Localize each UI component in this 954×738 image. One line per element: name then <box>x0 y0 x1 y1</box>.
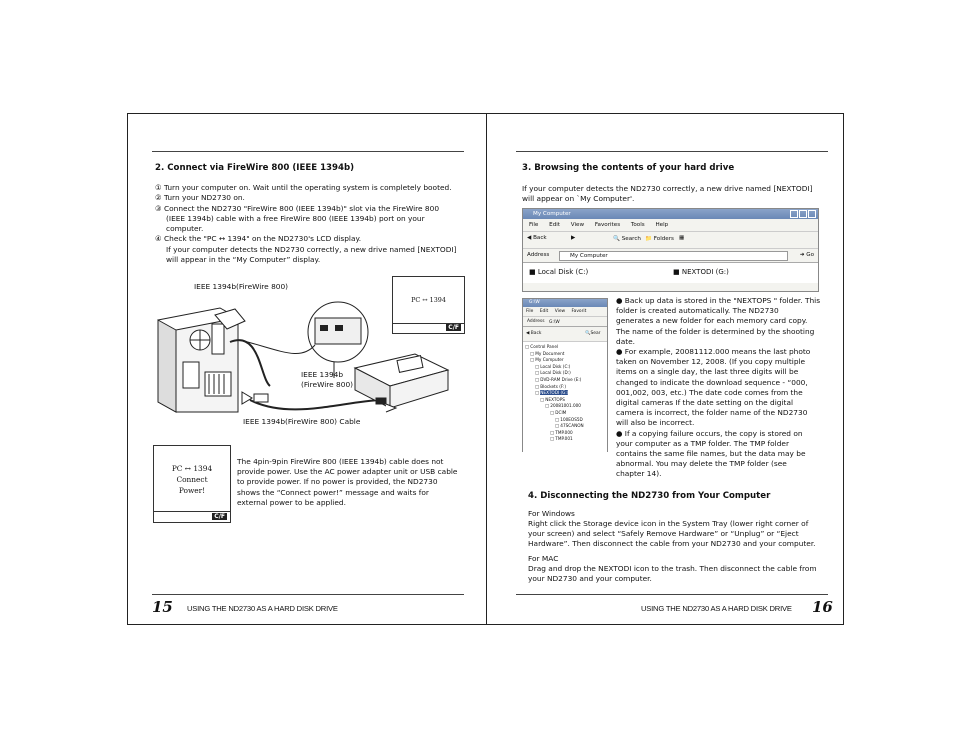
compact-flash-icon: C/F <box>448 324 459 331</box>
tree-item[interactable]: □ 20081001.000 <box>545 403 581 409</box>
step-line: will appear in the “My Computer” display. <box>166 255 321 265</box>
views-icon[interactable]: ▦ <box>679 235 685 241</box>
close-button[interactable] <box>808 210 816 218</box>
left-steps <box>155 183 475 265</box>
bullet-line: The name of the folder is determined by the shooting <box>616 326 815 336</box>
step-line: ① Turn your computer on. Wait until the operating system is completely booted. <box>155 183 452 192</box>
tree-label: DVD-RAM Drive (E:) <box>540 376 582 382</box>
explorer-address-bar <box>523 317 607 327</box>
address-bar <box>523 249 818 263</box>
window-title-bar <box>523 209 818 219</box>
tree-item[interactable]: □ My Document <box>530 350 565 356</box>
drive-c-label: Local Disk (C:) <box>537 268 589 276</box>
back-button[interactable]: ◀ Back <box>527 235 547 241</box>
tree-item[interactable]: □ DCIM <box>550 409 567 415</box>
tree-label: My Document <box>535 350 565 356</box>
go-button[interactable]: ➜ Go <box>799 252 814 258</box>
windows-line: Hardware”. Then disconnect the cable from your ND2730 and your computer. <box>528 539 816 549</box>
windows-line: Right click the Storage device icon in the System Tray (lower right corner of <box>528 519 809 528</box>
window-title: My Computer <box>533 211 571 217</box>
explorer-address-label: Address <box>527 319 545 324</box>
step-line: (IEEE 1394b) cable with a free FireWire 800 (IEEE 1394b) port on your <box>166 213 425 223</box>
diagram-label-mid-2: (FireWire 800) <box>301 380 354 389</box>
tree-label: My Computer <box>535 357 564 363</box>
window-body <box>523 263 818 283</box>
go-label: Go <box>806 252 814 258</box>
lcd-line-3: Power! <box>178 486 206 495</box>
bullet-line: date. <box>616 336 636 346</box>
left-top-rule <box>152 151 464 152</box>
address-input[interactable]: My Computer <box>559 251 788 261</box>
forward-icon[interactable]: ▶ <box>571 235 576 241</box>
bullet-line: folder is created automatically. The ND2730 <box>616 306 779 316</box>
backup-bullets <box>616 296 826 480</box>
bullet-line: ● If a copying failure occurs, the copy is stored on <box>616 428 803 438</box>
my-computer-window <box>522 208 819 292</box>
minimize-button[interactable] <box>790 210 798 218</box>
tree-label: DCIM <box>555 409 567 415</box>
lcd-preview-small <box>392 276 465 334</box>
folder-tree <box>523 342 607 452</box>
tree-label: NEXTOPS <box>545 396 565 402</box>
menu-help[interactable]: Help <box>655 222 669 228</box>
search-label: Search <box>621 236 641 242</box>
mac-line: your ND2730 and your computer. <box>528 574 652 584</box>
disconnect-heading: 4. Disconnecting the ND2730 from Your Computer <box>528 491 771 501</box>
note-line: to provide power. If no power is provided, the ND2730 <box>237 477 438 487</box>
tree-label: NEXTODI (G:) <box>540 390 569 396</box>
explorer-address-input[interactable]: G:\W <box>549 320 560 325</box>
page-divider <box>486 113 487 625</box>
tree-item[interactable]: □ Blockets (F:) <box>535 383 566 389</box>
compact-flash-icon: C/F <box>214 513 225 520</box>
page-number-left: 15 <box>152 598 173 616</box>
intro-line: will appear on `My Computer'. <box>522 194 635 204</box>
step-line: ② Turn your ND2730 on. <box>155 193 245 203</box>
intro-line: If your computer detects the ND2730 correctly, a new drive named [NEXTODI] <box>522 184 813 193</box>
bullet-line: ● Back up data is stored in the "NEXTOPS " folder. This <box>616 296 821 305</box>
step-line: ④ Check the "PC ↔ 1394" on the ND2730's LCD display. <box>155 234 362 244</box>
tree-item[interactable]: □ Local Disk (D:) <box>535 370 571 376</box>
explorer-menu-bar <box>523 307 607 317</box>
tree-item[interactable]: □ TMP.001 <box>550 436 573 442</box>
bullet-line: digital cameras If the date setting on the digital <box>616 398 794 408</box>
mac-label: For MAC <box>528 554 559 563</box>
nd2730-device <box>355 354 448 408</box>
bullet-line: generates a new folder for each memory card copy. <box>616 316 808 326</box>
footer-left: USING THE ND2730 AS A HARD DISK DRIVE <box>187 604 338 613</box>
note-line: shows the “Connect power!” message and waits for <box>237 487 429 497</box>
folders-label: Folders <box>653 236 674 242</box>
step-line: If your computer detects the ND2730 correctly, a new drive named [NEXTODI] <box>166 244 457 254</box>
step-line: ③ Connect the ND2730 "FireWire 800 (IEEE 1394b)" slot via the FireWire 800 <box>155 203 440 213</box>
drive-g-item[interactable]: ■ NEXTODI (G:) <box>673 268 729 276</box>
lcd-display-large <box>153 445 231 523</box>
right-bottom-rule <box>516 594 828 595</box>
toolbar <box>523 232 818 249</box>
footer-right: USING THE ND2730 AS A HARD DISK DRIVE <box>641 604 792 613</box>
note-line: provide power. Use the AC power adapter unit or USB cable <box>237 467 458 477</box>
explorer-back-label: Back <box>530 331 542 336</box>
tree-item[interactable]: □ 47SCANON <box>555 423 584 429</box>
tree-item[interactable]: □ Control Panel <box>525 344 559 349</box>
lcd-line-1: PC ↔ 1394 <box>171 464 213 473</box>
page-number-right: 16 <box>812 598 833 616</box>
bullet-line: changed to indicate the download sequence - “000, <box>616 377 808 387</box>
power-note <box>237 457 472 508</box>
menu-file[interactable]: File <box>529 222 539 228</box>
windows-label: For Windows <box>528 509 575 518</box>
explorer-window <box>522 298 608 452</box>
tree-item[interactable]: □ 100EOS5D <box>555 416 583 422</box>
menu-edit[interactable]: Edit <box>549 222 560 228</box>
maximize-button[interactable] <box>799 210 807 218</box>
explorer-menu-file[interactable]: File <box>526 309 534 314</box>
explorer-toolbar <box>523 327 607 342</box>
explorer-menu-view[interactable]: View <box>554 309 566 314</box>
diagram-label-top: IEEE 1394b(FireWire 800) <box>194 282 289 291</box>
tree-item[interactable]: □ TMP.000 <box>550 429 573 435</box>
menu-favorites[interactable]: Favorites <box>594 222 621 228</box>
menu-bar <box>523 219 818 232</box>
bullet-line: 001,002, 003, etc.) The date code comes from the <box>616 387 803 397</box>
tree-item-selected[interactable]: □ NEXTODI (G:) <box>535 390 569 396</box>
tree-label: Control Panel <box>530 344 559 349</box>
step-line: computer. <box>166 224 204 234</box>
windows-line: your screen) and select “Safely Remove Hardware” or “Unplug” or “Eject <box>528 529 799 539</box>
tree-label: TMP.000 <box>555 429 573 435</box>
tree-label: 47SCANON <box>560 423 584 429</box>
tree-label: 100EOS5D <box>560 416 583 422</box>
bullet-line: chapter 14). <box>616 469 662 479</box>
tree-label: Local Disk (D:) <box>540 370 571 376</box>
bullet-line: your computer as a TMP folder. The TMP folder <box>616 438 789 448</box>
drive-g-label: NEXTODI (G:) <box>681 268 729 276</box>
left-heading: 2. Connect via FireWire 800 (IEEE 1394b) <box>155 163 355 173</box>
note-line: The 4pin-9pin FireWire 800 (IEEE 1394b) cable does not <box>237 457 444 466</box>
drive-c-item[interactable]: ■ Local Disk (C:) <box>529 268 589 276</box>
search-button[interactable]: 🔍 Search <box>613 236 641 242</box>
bullet-line: items on a single day, the last three digits will be <box>616 367 799 377</box>
tree-label: Local Disk (C:) <box>540 363 571 369</box>
explorer-title: G:\W <box>529 300 540 305</box>
tree-label: 20081001.000 <box>550 403 581 409</box>
diagram-label-mid-1: IEEE 1394b <box>301 370 344 379</box>
explorer-back-button[interactable]: ◀ Back <box>526 331 542 336</box>
tree-item[interactable]: □ Local Disk (C:) <box>535 363 571 369</box>
diagram-label-bottom: IEEE 1394b(FireWire 800) Cable <box>243 417 361 426</box>
explorer-title-bar <box>523 299 607 307</box>
menu-view[interactable]: View <box>570 222 585 228</box>
mac-text <box>528 564 828 584</box>
explorer-menu-edit[interactable]: Edit <box>539 309 549 314</box>
windows-text <box>528 519 828 550</box>
explorer-search-button[interactable]: 🔍Sear <box>585 331 601 336</box>
back-label: Back <box>533 235 547 241</box>
menu-tools[interactable]: Tools <box>630 222 645 228</box>
note-line: external power to be applied. <box>237 497 346 507</box>
bullet-line: taken on November 12, 2008. (If you copy multiple <box>616 357 806 367</box>
folders-button[interactable]: 📁 Folders <box>645 236 674 242</box>
left-bottom-rule <box>152 594 464 595</box>
right-heading: 3. Browsing the contents of your hard drive <box>522 163 735 173</box>
window-controls <box>789 210 816 222</box>
explorer-menu-favorites[interactable]: Favorit <box>571 309 587 314</box>
tree-item[interactable]: □ NEXTOPS <box>540 396 565 402</box>
tree-item[interactable]: □ My Computer <box>530 357 564 363</box>
lcd-small-text: PC ↔ 1394 <box>411 296 446 304</box>
mac-line: Drag and drop the NEXTODI icon to the trash. Then disconnect the cable from <box>528 564 817 573</box>
tree-label: TMP.001 <box>555 436 573 442</box>
right-intro <box>522 184 832 204</box>
lcd-line-2: Connect <box>176 475 208 484</box>
bullet-line: abnormal. You may delete the TMP folder (see <box>616 459 787 469</box>
bullet-line: camera is incorrect, the folder name of the ND2730 <box>616 408 808 418</box>
address-label: Address <box>527 252 550 258</box>
tree-label: Blockets (F:) <box>540 383 566 389</box>
bullet-line: contains the same file names, but the data may be <box>616 449 806 459</box>
tree-item[interactable]: □ DVD-RAM Drive (E:) <box>535 376 582 382</box>
right-top-rule <box>516 151 828 152</box>
bullet-line: will also be incorrect. <box>616 418 695 428</box>
bullet-line: ● For example, 20081112.000 means the last photo <box>616 347 811 357</box>
explorer-search-label: Sear <box>590 331 601 336</box>
